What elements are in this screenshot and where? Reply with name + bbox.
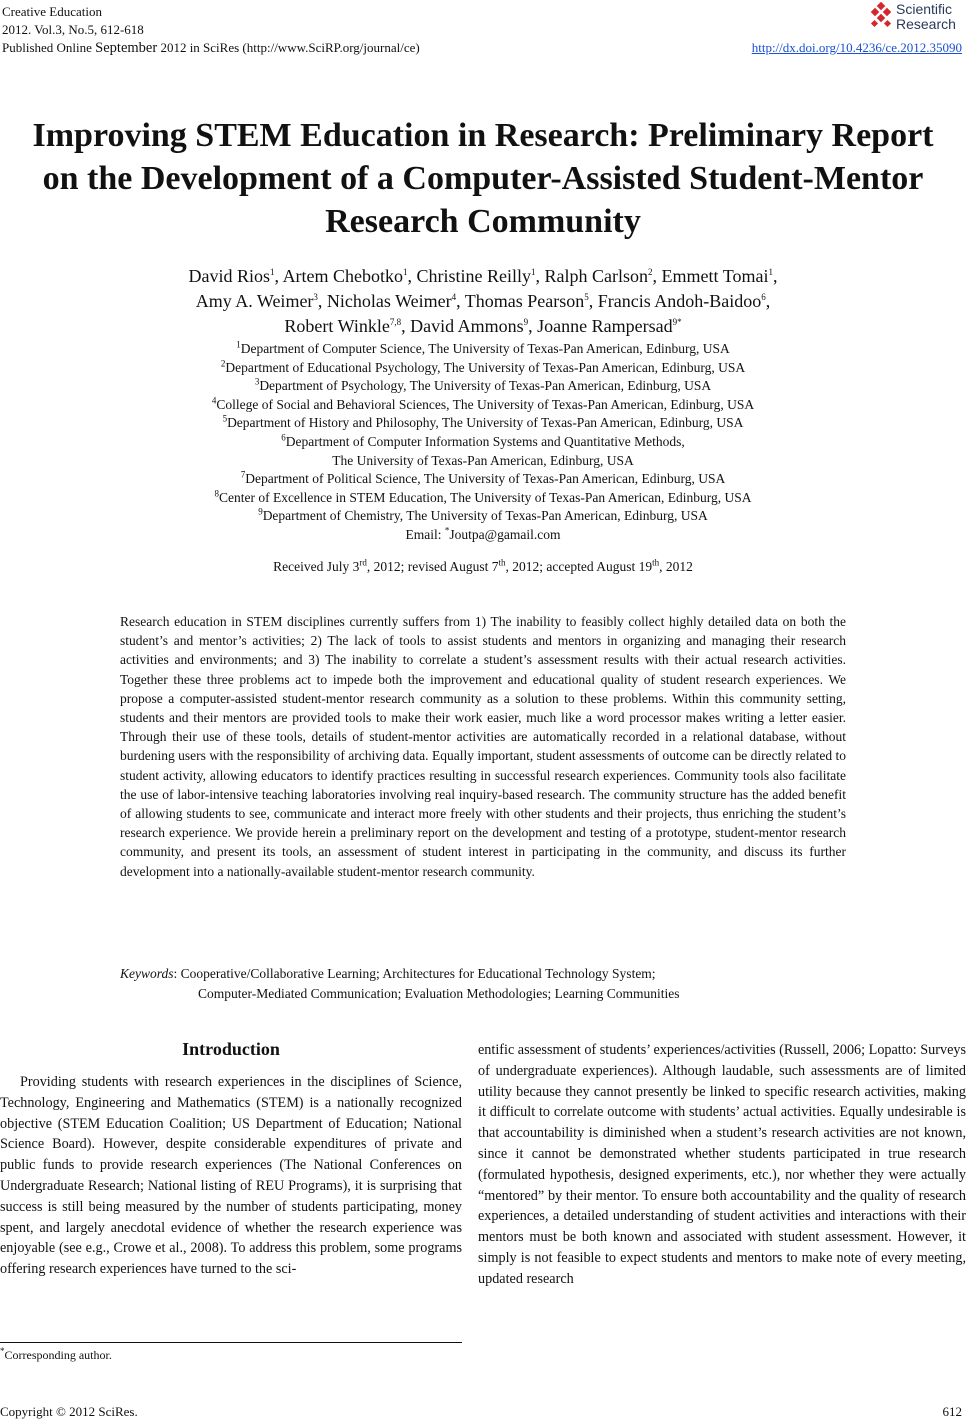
footnote-rule (0, 1342, 462, 1343)
author-line3 (0, 314, 966, 339)
affiliation: $^3$Department of Psychology, The University of Texas-Pan American, Edinburg, USA (254, 376, 712, 394)
intro-right-column: entific assessment of students’ experiences/activities (Russell, 2006; Lopatto: Surveys of undergraduate experiences). Although laudable, such assessments are of limited utility because they cannot presently be linked to specific research activities, making it difficult to correlate outcome with students’ actual activities. Equally undesirable is that accountability is diminished when a student’s research activities are not known, since it cannot be demonstrated whether students participated in true research (formulated hypothesis, designed experiments, etc.), nor whether they were actually “mentored” by their mentor. To ensure both accountability and the quality of research experiences, a detailed understanding of student activities and interactions with their mentors must be both known and associated with student assessment. However, it simply is not feasible to expect students and mentors to make note of every meeting, updated research (478, 1042, 966, 1287)
affiliation: The University of Texas-Pan American, Edinburg, USA (332, 452, 634, 468)
author: Robert Winkle$^{7,8}$, (284, 316, 411, 336)
author: Ralph Carlson$^2$, (544, 266, 662, 286)
affiliation: $^9$Department of Chemistry, The University of Texas-Pan American, Edinburg, USA (258, 506, 708, 524)
scientific-research-logo (868, 2, 966, 34)
section-heading-introduction: Introduction (182, 1039, 280, 1059)
published-month: September (95, 40, 158, 56)
journal-name: Creative Education (2, 4, 102, 19)
journal-volume: 2012. Vol.3, No.5, 612-618 (2, 22, 144, 37)
affiliation: $^2$Department of Educational Psychology, The University of Texas-Pan American, Edinburg, USA (220, 358, 746, 375)
author: Thomas Pearson$^5$, (464, 291, 598, 311)
published-line (2, 40, 420, 56)
title-line2: on the Development of a Computer-Assisted Student-Mentor (42, 160, 924, 197)
copyright: Copyright © 2012 SciRes. (0, 1404, 138, 1419)
author: David Rios$^1$, (188, 266, 283, 286)
paper-title (0, 114, 966, 243)
author: Joanne Rampersad$^{9*}$ (537, 316, 682, 336)
affiliation-list (0, 340, 966, 545)
author: Francis Andoh-Baidoo$^6$, (597, 291, 771, 311)
affiliation: $^7$Department of Political Science, The University of Texas-Pan American, Edinburg, USA (240, 469, 726, 487)
author: David Ammons$^9$, (410, 316, 538, 336)
page-number: 612 (942, 1404, 962, 1419)
received-dates: Received July 3rd, 2012; revised August 7th, 2012; accepted August 19th, 2012 (273, 557, 693, 574)
logo-line2: Research (896, 16, 956, 32)
author: Amy A. Weimer$^3$, (195, 291, 327, 311)
author: Christine Reilly$^1$, (416, 266, 545, 286)
author-line1 (0, 264, 966, 289)
doi-link[interactable]: http://dx.doi.org/10.4236/ce.2012.35090 (751, 40, 962, 55)
published-post: 2012 in SciRes (http://www.SciRP.org/journal/ce) (157, 40, 420, 55)
affiliation: $^8$Center of Excellence in STEM Education, The University of Texas-Pan American, Edinburg, USA (214, 488, 752, 505)
published-pre: Published Online (2, 40, 96, 55)
logo-text (896, 2, 956, 32)
abstract: Research education in STEM disciplines currently suffers from 1) The inability to feasibly collect highly detailed data on both the student’s and mentor’s activities; 2) The lack of tools to assist students and mentors in organizing and managing their research activities and environments; and 3) The inability to correlate a student’s assessment results with their actual research activities. Together these three problems act to impede both the improvement and educational quality of student research experiences. We propose a computer-assisted student-mentor research community as a solution to these problems. Within this community setting, students and their mentors are provided tools to make their work easier, much like a word processor makes writing a letter easier. Through their use of these tools, details of student-mentor activities are automatically recorded in a relational database, without burdening users with the responsibility of archiving data. Equally important, student assessments of outcome can be directly related to student activity, allowing educators to identify practices resulting in successful research experiences. Community tools also facilitate the use of labor-intensive teaching laboratories involving real inquiry-based research. The community structure has the added benefit of allowing students to see, communicate and interact more freely with other students and their projects, thus enriching the student’s research experience. We provide herein a preliminary report on the development and testing of a prototype, student-mentor research community, and present its tools, an assessment of student interest in participating in the community, and discuss its further development into a nationally-available student-mentor research community. (120, 614, 846, 879)
logo-line1: Scientific (896, 1, 953, 17)
affiliation: $^1$Department of Computer Science, The University of Texas-Pan American, Edinburg, USA (236, 339, 730, 356)
author-line2 (0, 289, 966, 314)
footnote: *Corresponding author. (0, 1346, 112, 1362)
keywords-line1: Cooperative/Collaborative Learning; Architectures for Educational Technology System; (180, 966, 656, 981)
keywords: Keywords: Cooperative/Collaborative Learning; Architectures for Educational Technology System; Computer-Mediated Communication; Evaluation Methodologies; Learning Communities (120, 964, 846, 1004)
keywords-label: Keywords (120, 966, 174, 981)
affiliation: $^5$Department of History and Philosophy, The University of Texas-Pan American, Edinburg, USA (222, 413, 744, 431)
email-address[interactable]: Joutpa@gamail.com (449, 526, 561, 542)
title-line1: Improving STEM Education in Research: Preliminary Report (32, 117, 934, 154)
intro-left-column: Providing students with research experiences in the disciplines of Science, Technology, Engineering and Mathematics (STEM) is a nationally recognized objective (STEM Education Coalition; US Department of Education; National Science Board). However, despite considerable expenditures of private and public funds to provide research experiences (The National Conferences on Undergraduate Research; National listing of REU Programs), it is surprising that success is still being measured by the number of students participating, money spent, and largely anecdotal evidence of whether the research experience was enjoyable (see e.g., Crowe et al., 2008). To address this problem, some programs offering research experiences have turned to the sci- (0, 1074, 462, 1278)
title-line3: Research Community (325, 203, 641, 240)
affiliation: $^6$Department of Computer Information Systems and Quantitative Methods, (281, 432, 685, 449)
keywords-line2: Computer-Mediated Communication; Evaluation Methodologies; Learning Communities (198, 986, 680, 1001)
affiliation: $^4$College of Social and Behavioral Sciences, The University of Texas-Pan American, Edinburg, USA (211, 395, 755, 412)
author-list (0, 264, 966, 339)
logo-diamond-icon (868, 2, 896, 32)
email-line: Email: *Joutpa@gamail.com (405, 525, 561, 542)
author: Nicholas Weimer$^4$, (326, 291, 465, 311)
author: Artem Chebotko$^1$, (282, 266, 417, 286)
author: Emmett Tomai$^1$, (661, 266, 778, 286)
